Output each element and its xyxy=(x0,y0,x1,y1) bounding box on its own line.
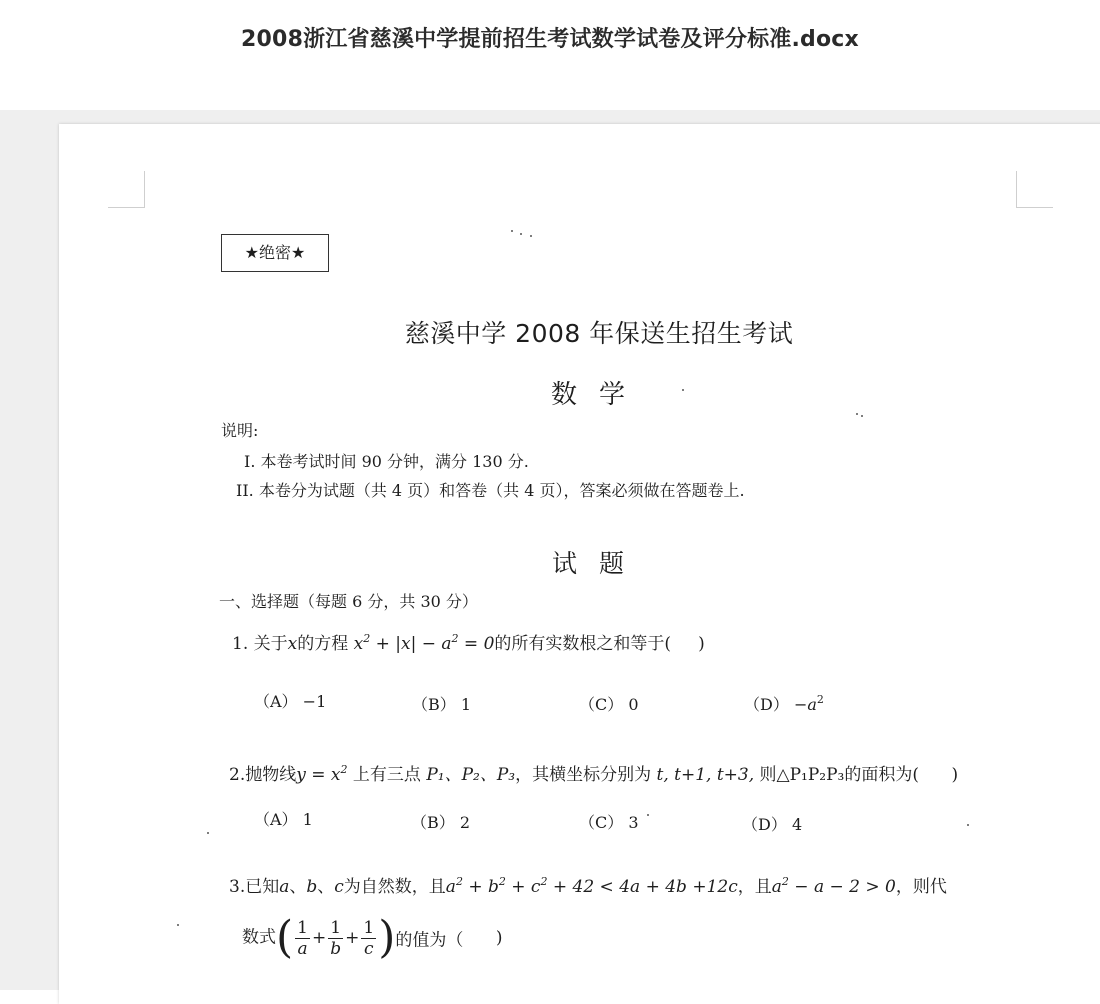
scan-speck xyxy=(856,413,858,415)
section-title: 试题 xyxy=(551,549,646,578)
confidential-stamp: ★绝密★ xyxy=(221,234,329,272)
scan-speck xyxy=(207,832,209,834)
document-page[interactable] xyxy=(59,124,1100,1004)
scan-speck xyxy=(647,814,649,816)
note-item: II. 本卷分为试题（共 4 页）和答卷（共 4 页），答案必须做在答题卷上. xyxy=(236,481,745,500)
inequality: $a^2 - a - 2 > 0$ xyxy=(771,875,896,897)
scan-speck xyxy=(682,389,684,391)
subject-title: 数学 xyxy=(550,380,647,410)
option-d: （D） 4 xyxy=(742,815,803,834)
scan-speck xyxy=(530,235,532,237)
option-b: （B） 1 xyxy=(412,695,472,714)
question-number: 2. xyxy=(229,765,246,785)
question-2: 2.抛物线$y = x^2$ 上有三点 P₁、P₂、P₃，其横坐标分别为 t, t+1, t+3, 则△P₁P₂P₃的面积为( ) xyxy=(229,763,959,785)
question-number: 3. xyxy=(229,877,246,897)
question-number: 1. xyxy=(232,634,249,654)
document-title: 2008浙江省慈溪中学提前招生考试数学试卷及评分标准.docx xyxy=(241,27,859,52)
note-item: I. 本卷考试时间 90 分钟，满分 130 分. xyxy=(244,452,529,471)
option-c: （C） 0 xyxy=(579,695,639,714)
option-b: （B） 2 xyxy=(411,813,471,832)
title-bar xyxy=(0,0,1100,110)
scan-speck xyxy=(177,924,179,926)
scan-speck xyxy=(861,415,863,417)
equation: $y = x^2$ xyxy=(296,763,348,785)
question-3-expression: 数式( $\frac{1}{a}$ + $\frac{1}{b}$ + $\frac{1}{c}$ )的值为（ ) xyxy=(242,912,503,963)
notes-heading: 说明: xyxy=(221,421,259,440)
question-3: 3.已知a、b、c为自然数，且$a^2 + b^2 + c^2 + 42 < 4a + 4b +12c$，且$a^2 - a - 2 > 0$，则代 xyxy=(229,875,947,897)
option-a: （A） −1 xyxy=(254,692,327,711)
equation: $x^2 + |x| - a^2 = 0$ xyxy=(353,632,495,654)
option-d: $(D) -a^2$ xyxy=(744,693,824,714)
inequality: $a^2 + b^2 + c^2 + 42 < 4a + 4b +12c$ xyxy=(445,875,738,897)
exam-title: 慈溪中学 2008 年保送生招生考试 xyxy=(404,319,794,348)
option-a: （A） 1 xyxy=(254,810,313,829)
scanned-exam-image xyxy=(59,124,1100,1004)
scan-speck xyxy=(511,230,513,232)
question-1: 1. 关于x的方程 $x^2 + |x| - a^2 = 0$的所有实数根之和等于( ) xyxy=(232,632,705,654)
section-heading-choice: 一、选择题（每题 6 分，共 30 分） xyxy=(219,592,478,611)
option-c: （C） 3 xyxy=(579,813,639,832)
scan-speck xyxy=(520,233,522,235)
scan-speck xyxy=(967,824,969,826)
